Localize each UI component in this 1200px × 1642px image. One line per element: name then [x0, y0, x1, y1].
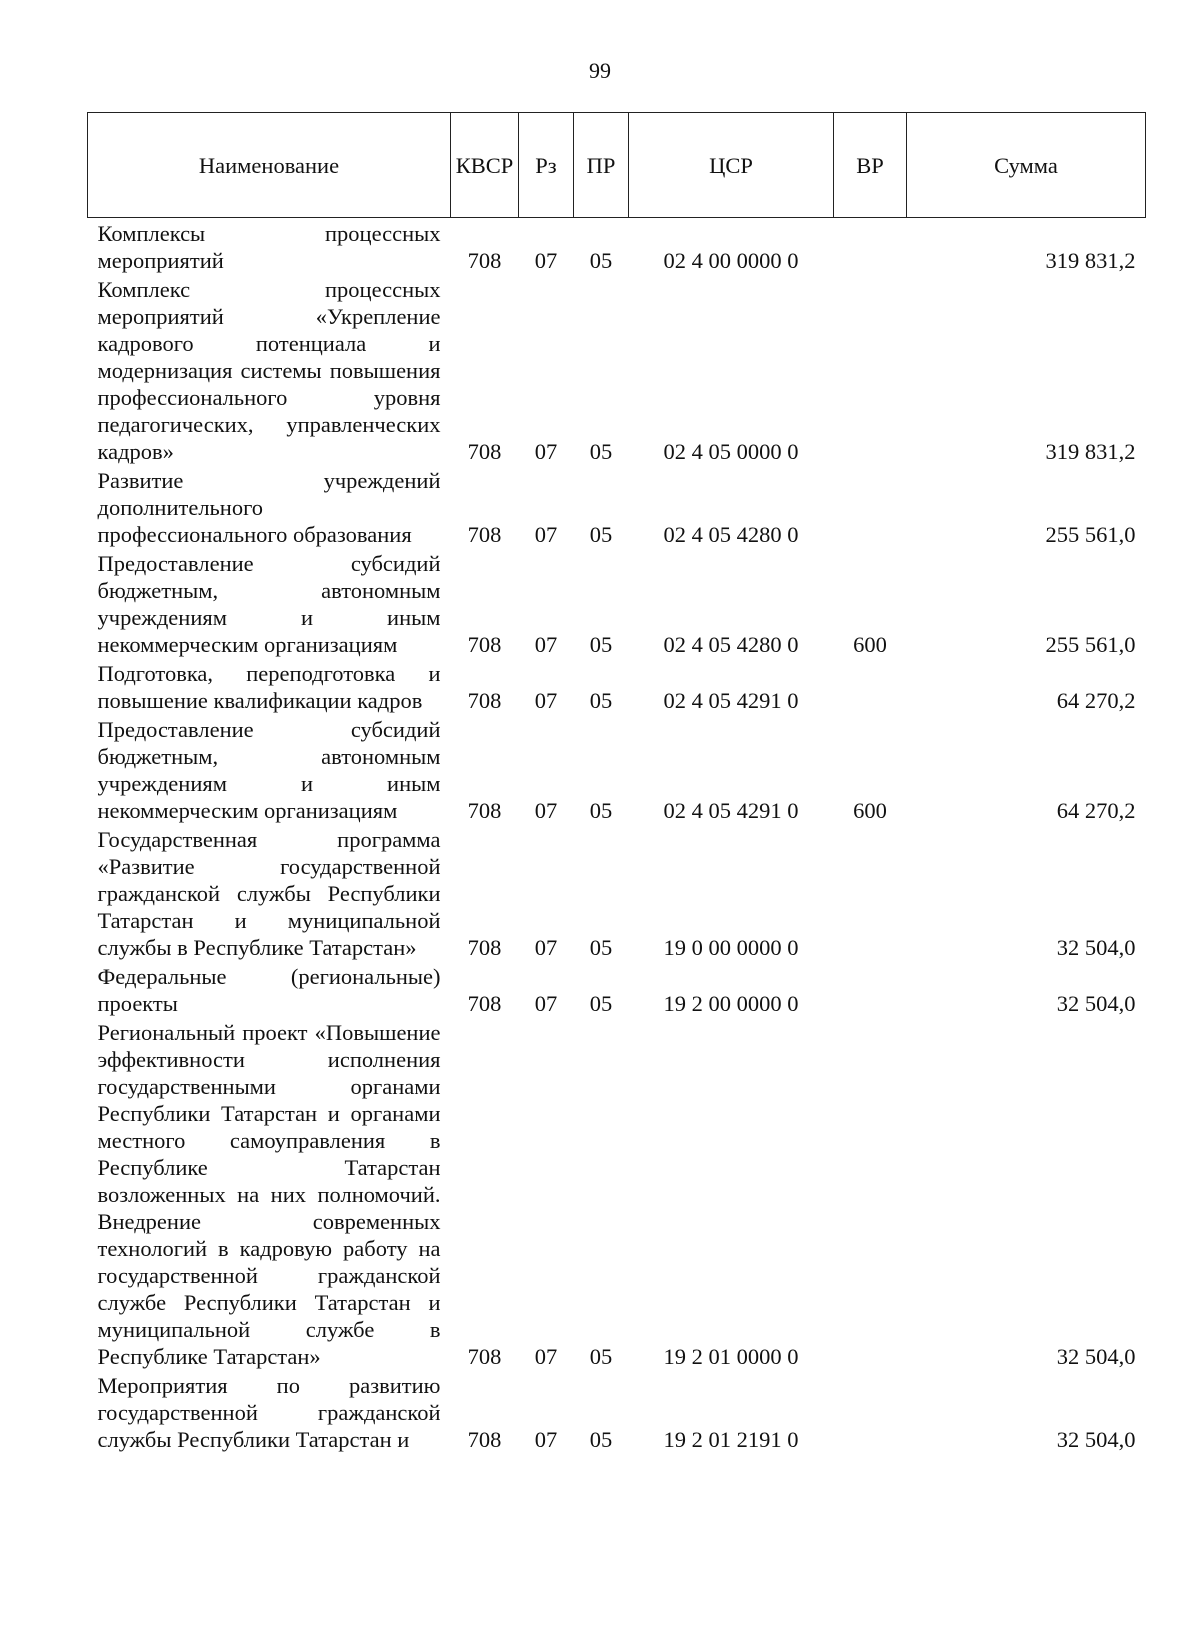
table-body — [88, 218, 1146, 1454]
cell-pr: 05 — [589, 522, 613, 547]
header-csr: ЦСР — [629, 113, 834, 218]
header-kvsr: КВСР — [451, 113, 519, 218]
cell-rz: 07 — [534, 688, 558, 713]
table-row — [88, 1017, 1146, 1370]
cell-pr: 05 — [589, 1427, 613, 1452]
cell-name: Комплексы процессных мероприятий — [97, 221, 441, 273]
cell-pr: 05 — [589, 935, 613, 960]
cell-pr: 05 — [589, 1344, 613, 1369]
cell-name: Предоставление субсидий бюджетным, автономным учреждениям и иным некоммерческим организациям — [97, 717, 441, 823]
cell-vr — [834, 824, 907, 961]
cell-rz: 07 — [534, 935, 558, 960]
cell-vr: 600 — [853, 632, 887, 657]
header-name: Наименование — [88, 113, 451, 218]
cell-rz: 07 — [534, 439, 558, 464]
cell-pr: 05 — [589, 798, 613, 823]
cell-vr — [834, 218, 907, 275]
cell-rz: 07 — [534, 632, 558, 657]
header-vr: ВР — [834, 113, 907, 218]
table-header — [88, 113, 1146, 218]
cell-csr: 19 2 01 0000 0 — [663, 1344, 799, 1369]
table-row — [88, 961, 1146, 1017]
cell-name: Подготовка, переподготовка и повышение квалификации кадров — [97, 661, 441, 713]
cell-sum: 255 561,0 — [1045, 632, 1136, 657]
cell-vr — [834, 1017, 907, 1370]
table-row — [88, 274, 1146, 465]
table-row — [88, 824, 1146, 961]
cell-rz: 07 — [534, 1344, 558, 1369]
cell-vr — [834, 465, 907, 548]
cell-kvsr: 708 — [467, 1344, 502, 1369]
cell-name: Региональный проект «Повышение эффективности исполнения государственными органами Республики Татарстан и органами местного самоуправления в Республике Татарстан возложенных на них полномочий. Внедрение современных технологий в кадровую работу на государственной гражданской службе Республики Татарстан и муниципальной службе в Республике Татарстан» — [97, 1020, 441, 1369]
cell-name: Мероприятия по развитию государственной гражданской службы Республики Татарстан и — [97, 1373, 441, 1452]
cell-kvsr: 708 — [467, 991, 502, 1016]
cell-kvsr: 708 — [467, 632, 502, 657]
cell-name: Развитие учреждений дополнительного профессионального образования — [97, 468, 441, 547]
cell-csr: 19 0 00 0000 0 — [663, 935, 799, 960]
cell-name: Комплекс процессных мероприятий «Укрепление кадрового потенциала и модернизация системы повышения профессионального уровня педагогических, управленческих кадров» — [97, 277, 441, 464]
cell-vr — [834, 1370, 907, 1453]
cell-vr — [834, 274, 907, 465]
table-row — [88, 548, 1146, 658]
cell-pr: 05 — [589, 248, 613, 273]
header-pr: ПР — [574, 113, 629, 218]
table-row — [88, 658, 1146, 714]
cell-kvsr: 708 — [467, 248, 502, 273]
cell-pr: 05 — [589, 632, 613, 657]
cell-csr: 02 4 05 4291 0 — [663, 798, 799, 823]
cell-kvsr: 708 — [467, 688, 502, 713]
cell-name: Предоставление субсидий бюджетным, автономным учреждениям и иным некоммерческим организациям — [97, 551, 441, 657]
cell-kvsr: 708 — [467, 522, 502, 547]
cell-sum: 64 270,2 — [1056, 798, 1136, 823]
table-row — [88, 465, 1146, 548]
cell-vr — [834, 961, 907, 1017]
cell-sum: 64 270,2 — [1056, 688, 1136, 713]
cell-sum: 32 504,0 — [1056, 991, 1136, 1016]
header-rz: Рз — [519, 113, 574, 218]
page-number: 99 — [589, 58, 611, 83]
table-row — [88, 714, 1146, 824]
cell-rz: 07 — [534, 1427, 558, 1452]
cell-pr: 05 — [589, 688, 613, 713]
table-row — [88, 1370, 1146, 1453]
cell-sum: 32 504,0 — [1056, 1344, 1136, 1369]
header-row — [88, 113, 1146, 218]
cell-sum: 32 504,0 — [1056, 935, 1136, 960]
cell-csr: 02 4 05 4291 0 — [663, 688, 799, 713]
cell-kvsr: 708 — [467, 935, 502, 960]
budget-table — [87, 112, 1146, 1453]
cell-name: Федеральные (региональные) проекты — [97, 964, 441, 1016]
cell-csr: 02 4 05 0000 0 — [663, 439, 799, 464]
table-row — [88, 218, 1146, 275]
cell-csr: 02 4 00 0000 0 — [663, 248, 799, 273]
cell-csr: 19 2 01 2191 0 — [663, 1427, 799, 1452]
cell-csr: 02 4 05 4280 0 — [663, 632, 799, 657]
cell-sum: 255 561,0 — [1045, 522, 1136, 547]
cell-name: Государственная программа «Развитие государственной гражданской службы Республики Татарстан и муниципальной службы в Республике Татарстан» — [97, 827, 441, 960]
cell-pr: 05 — [589, 439, 613, 464]
cell-rz: 07 — [534, 248, 558, 273]
cell-rz: 07 — [534, 522, 558, 547]
cell-csr: 19 2 00 0000 0 — [663, 991, 799, 1016]
cell-pr: 05 — [589, 991, 613, 1016]
cell-kvsr: 708 — [467, 798, 502, 823]
cell-sum: 319 831,2 — [1045, 248, 1136, 273]
cell-rz: 07 — [534, 798, 558, 823]
header-sum: Сумма — [907, 113, 1146, 218]
cell-sum: 319 831,2 — [1045, 439, 1136, 464]
cell-kvsr: 708 — [467, 439, 502, 464]
cell-vr — [834, 658, 907, 714]
cell-vr: 600 — [853, 798, 887, 823]
cell-csr: 02 4 05 4280 0 — [663, 522, 799, 547]
cell-rz: 07 — [534, 991, 558, 1016]
cell-kvsr: 708 — [467, 1427, 502, 1452]
cell-sum: 32 504,0 — [1056, 1427, 1136, 1452]
